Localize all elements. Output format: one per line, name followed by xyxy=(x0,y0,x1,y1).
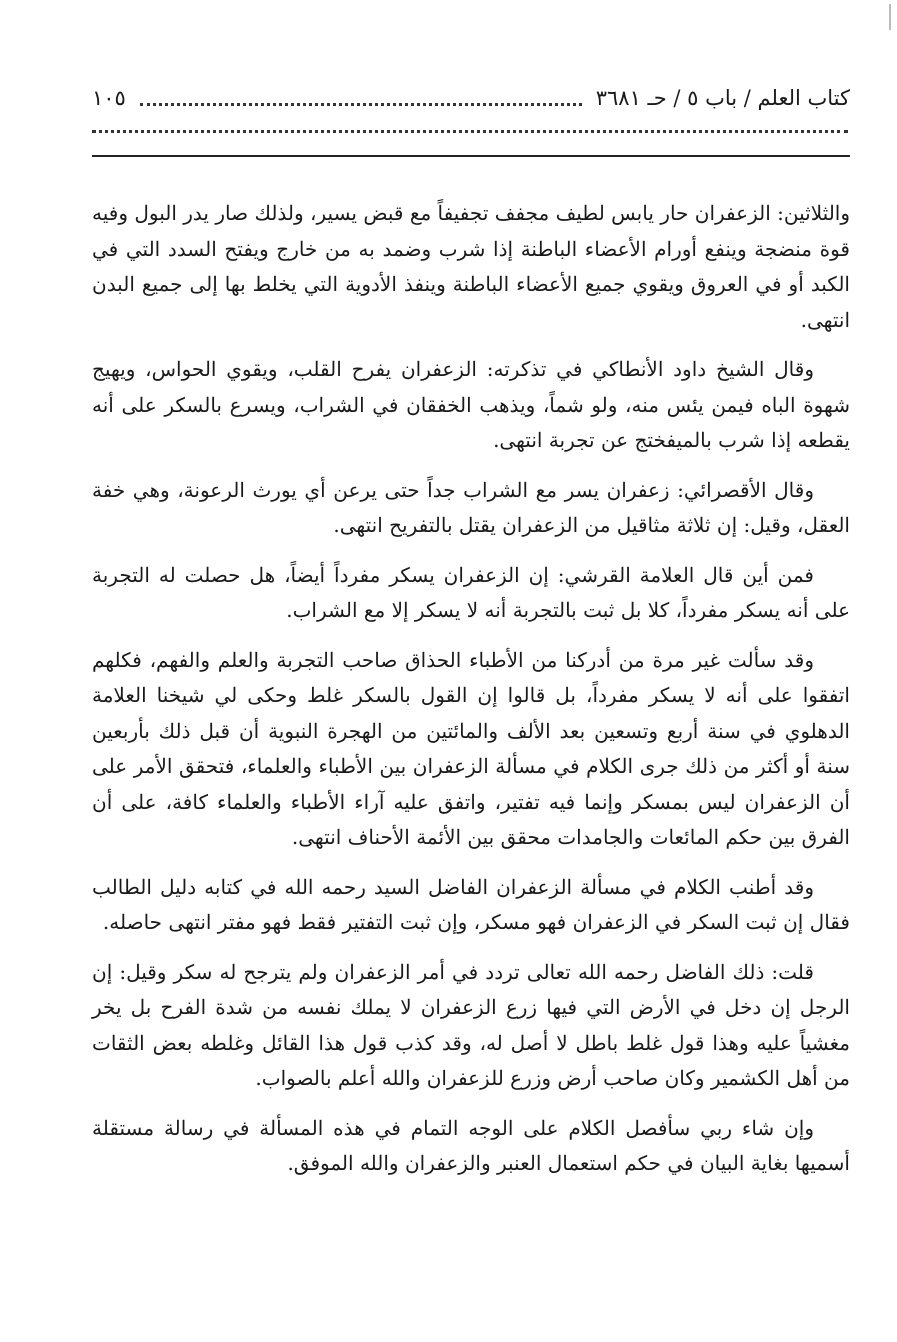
paragraph: والثلاثين: الزعفران حار يابس لطيف مجفف تجفيفاً مع قبض يسير، ولذلك صار يدر البول وفيه قوة منضجة وينفع أورام الأعضاء الباطنة إذا شرب وضمد به من خارج ويفتح السدد التي في الكبد أو في العروق ويقوي جميع الأعضاء الباطنة وينفذ الأدوية التي يخلط بها إلى جميع البدن انتهى. xyxy=(92,201,850,332)
dotted-divider xyxy=(92,130,848,133)
running-header xyxy=(92,78,850,118)
paragraph: وقال الأقصرائي: زعفران يسر مع الشراب جداً حتى يرعن أي يورث الرعونة، وهي خفة العقل، وقيل: إن ثلاثة مثاقيل من الزعفران يقتل بالتفريح انتهى. xyxy=(92,477,850,537)
paragraph: قلت: ذلك الفاضل رحمه الله تعالى تردد في أمر الزعفران ولم يترجح له سكر وقيل: إن الرجل إن دخل في الأرض التي فيها زرع الزعفران لا يملك نفسه من شدة الفرح بل يخر مغشياً عليه وهذا قول غلط باطل لا أصل له، وقد كذب قول هذا القائل وغلطه بعض الثقات من أهل الكشمير وكان صاحب أرض وزرع للزعفران والله أعلم بالصواب. xyxy=(92,959,850,1090)
dotted-leader xyxy=(140,103,582,106)
paragraph: فمن أين قال العلامة القرشي: إن الزعفران يسكر مفرداً أيضاً، هل حصلت له التجربة على أنه يسكر مفرداً، كلا بل ثبت بالتجربة أنه لا يسكر إلا مع الشراب. xyxy=(92,562,850,622)
header-rule xyxy=(92,155,850,157)
page-body xyxy=(92,196,850,1196)
scan-edge-mark xyxy=(889,4,891,30)
paragraph: وقد أطنب الكلام في مسألة الزعفران الفاضل السيد رحمه الله في كتابه دليل الطالب فقال إن ثبت السكر في الزعفران فهو مسكر، وإن ثبت التفتير فقط فهو مفتر انتهى حاصله. xyxy=(92,874,850,934)
paragraph: وقد سألت غير مرة من أدركنا من الأطباء الحذاق صاحب التجربة والعلم والفهم، فكلهم اتفقوا على أنه لا يسكر مفرداً، بل قالوا إن القول بالسكر غلط وحكى لي شيخنا العلامة الدهلوي في سنة أربع وتسعين بعد الألف والمائتين من الهجرة النبوية أن قبل ذلك بأربعين سنة أو أكثر من ذلك جرى الكلام في مسألة الزعفران بين الأطباء والعلماء، فتحقق الأمر على أن الزعفران ليس بمسكر وإنما فيه تفتير، واتفق عليه آراء الأطباء والعلماء كافة، على أن الفرق بين حكم المائعات والجامدات محقق بين الأئمة الأحناف انتهى. xyxy=(92,647,850,849)
paragraph: وقال الشيخ داود الأنطاكي في تذكرته: الزعفران يفرح القلب، ويقوي الحواس، ويهيج شهوة الباه فيمن يئس منه، ولو شماً، ويذهب الخفقان في الشراب، ويسرع بالسكر على أنه يقطعه إذا شرب بالميفختج عن تجربة انتهى. xyxy=(92,357,850,452)
running-header-title: كتاب العلم / باب ٥ / حـ ٣٦٨١ xyxy=(595,86,850,110)
page-number: ١٠٥ xyxy=(92,86,126,110)
paragraph: وإن شاء ربي سأفصل الكلام على الوجه التمام في هذه المسألة في رسالة مستقلة أسميها بغاية البيان في حكم استعمال العنبر والزعفران والله الموفق. xyxy=(92,1115,850,1175)
